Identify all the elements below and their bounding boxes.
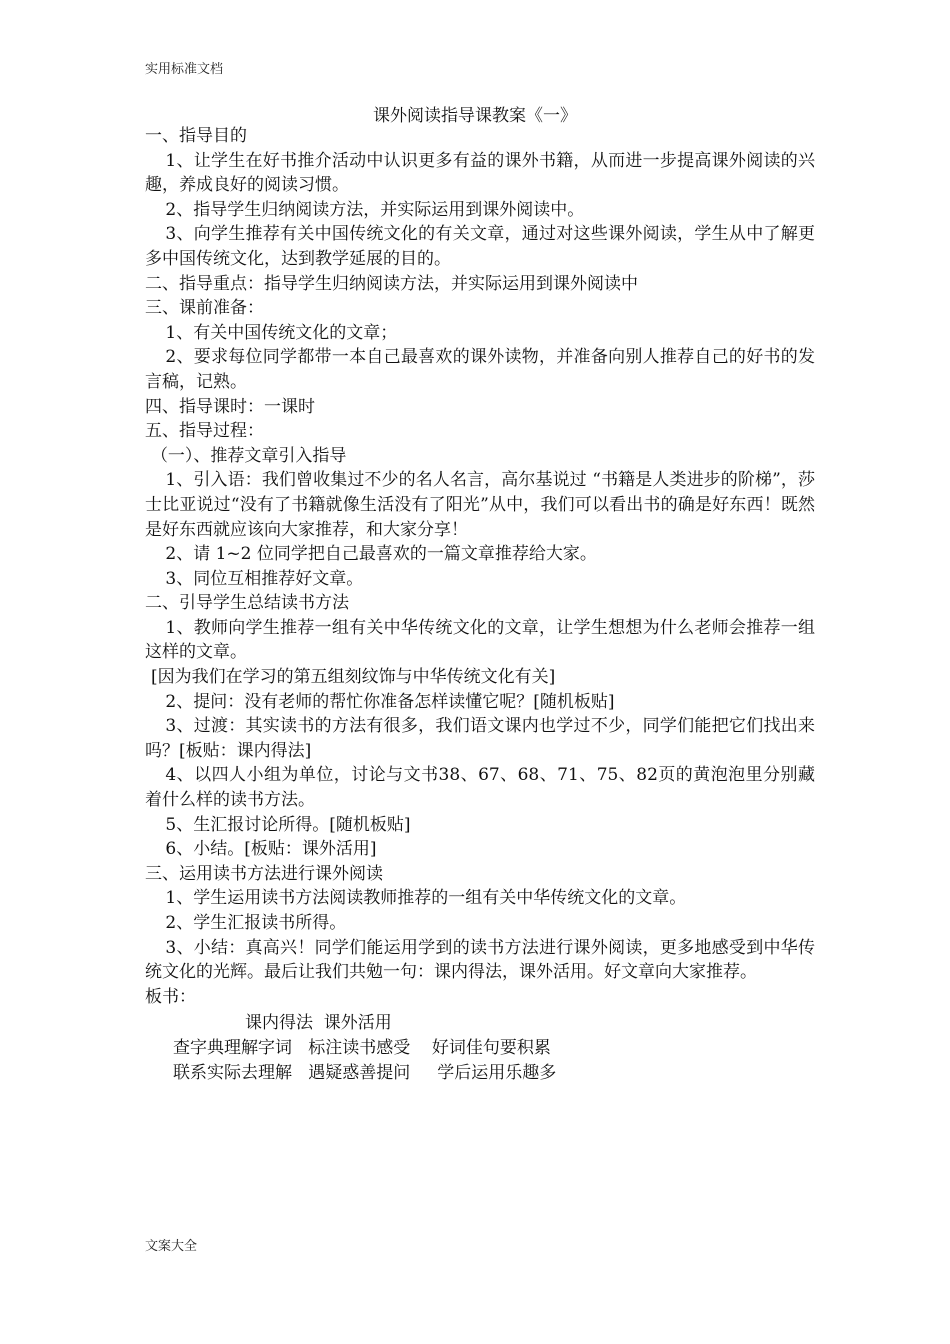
paragraph: [因为我们在学习的第五组刻纹饰与中华传统文化有关] (150, 667, 556, 688)
paragraph: 3、同位互相推荐好文章。 (165, 568, 364, 589)
board-line-3: 联系实际去理解 遇疑惑善提问 学后运用乐趣多 (173, 1062, 557, 1083)
paragraph: 3、向学生推荐有关中国传统文化的有关文章，通过对这些课外阅读，学生从中了解更多中国传统文化，达到教学延展的目的。 (145, 224, 815, 269)
paragraph: 1、引入语：我们曾收集过不少的名人名言，高尔基说过 “书籍是人类进步的阶梯”，莎士比亚说过“没有了书籍就像生活没有了阳光”从中，我们可以看出书的确是好东西！既然是好东西就应该向大家推荐，和大家分享！ (145, 470, 815, 540)
paragraph: 4、以四人小组为单位，讨论与文书38、67、68、71、75、82页的黄泡泡里分别藏着什么样的读书方法。 (145, 765, 815, 811)
paragraph: 2、学生汇报读书所得。 (165, 913, 347, 933)
board-line-1: 课内得法 课外活用 (245, 1013, 392, 1034)
document-title: 课外阅读指导课教案《一》 (373, 106, 577, 126)
section-heading: 三、课前准备： (145, 298, 264, 319)
section-heading: 五、指导过程： (145, 421, 264, 442)
section-heading: 二、引导学生总结读书方法 (145, 593, 349, 614)
page-header: 实用标准文档 (145, 62, 224, 77)
section-heading: 板书： (145, 986, 196, 1007)
paragraph: 1、学生运用读书方法阅读教师推荐的一组有关中华传统文化的文章。 (165, 888, 687, 909)
paragraph: （一）、推荐文章引入指导 (150, 445, 347, 466)
document-body (145, 124, 815, 1085)
paragraph: 1、有关中国传统文化的文章； (165, 322, 398, 343)
section-heading: 二、指导重点：指导学生归纳阅读方法，并实际运用到课外阅读中 (145, 273, 638, 294)
paragraph-list (145, 124, 815, 1009)
paragraph: 2、要求每位同学都带一本自己最喜欢的课外读物，并准备向别人推荐自己的好书的发言稿，记熟。 (145, 347, 815, 392)
board-line-2: 查字典理解字词 标注读书感受 好词佳句要积累 (173, 1037, 551, 1058)
paragraph: 2、请 1~2 位同学把自己最喜欢的一篇文章推荐给大家。 (165, 544, 597, 565)
paragraph: 5、生汇报讨论所得。[随机板贴] (165, 814, 411, 835)
section-heading: 四、指导课时：一课时 (145, 396, 315, 417)
page-footer: 文案大全 (145, 1239, 198, 1254)
paragraph: 6、小结。[板贴：课外活用] (165, 839, 377, 860)
section-heading: 三、运用读书方法进行课外阅读 (145, 863, 383, 884)
paragraph: 3、过渡：其实读书的方法有很多，我们语文课内也学过不少，同学们能把它们找出来吗？[板贴：课内得法] (145, 716, 815, 761)
paragraph: 1、教师向学生推荐一组有关中华传统文化的文章，让学生想想为什么老师会推荐一组这样的文章。 (145, 617, 815, 663)
section-heading: 一、指导目的 (145, 126, 247, 146)
paragraph: 1、让学生在好书推介活动中认识更多有益的课外书籍，从而进一步提高课外阅读的兴趣，养成良好的阅读习惯。 (145, 150, 815, 196)
paragraph: 2、指导学生归纳阅读方法，并实际运用到课外阅读中。 (165, 199, 585, 220)
paragraph: 3、小结：真高兴！同学们能运用学到的读书方法进行课外阅读，更多地感受到中华传统文化的光辉。最后让我们共勉一句：课内得法，课外活用。好文章向大家推荐。 (145, 937, 815, 983)
blackboard-layout (145, 1011, 815, 1085)
paragraph: 2、提问：没有老师的帮忙你准备怎样读懂它呢？[随机板贴] (165, 691, 615, 712)
